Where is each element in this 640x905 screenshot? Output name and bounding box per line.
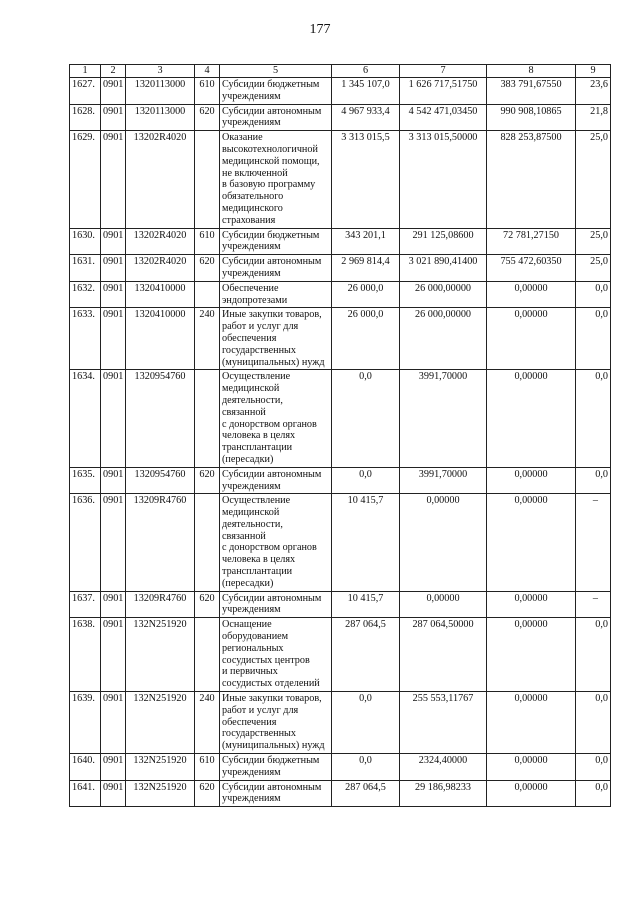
target-article-code: 13209R4760 <box>126 591 195 618</box>
section-code: 0901 <box>101 281 126 308</box>
target-article-code: 13202R4020 <box>126 228 195 255</box>
executed-amount: 0,00000 <box>487 308 576 370</box>
approved-amount: 0,0 <box>332 467 400 494</box>
execution-percent: 25,0 <box>576 228 611 255</box>
column-header: 2 <box>101 65 126 78</box>
item-name: Субсидии автономным учреждениям <box>220 780 332 807</box>
section-code: 0901 <box>101 618 126 692</box>
item-name: Иные закупки товаров, работ и услуг для обеспечения государственных (муниципальных) нужд <box>220 692 332 754</box>
expense-type-code <box>195 494 220 591</box>
execution-percent: 0,0 <box>576 780 611 807</box>
planned-amount: 255 553,11767 <box>400 692 487 754</box>
target-article-code: 1320410000 <box>126 308 195 370</box>
approved-amount: 343 201,1 <box>332 228 400 255</box>
approved-amount: 26 000,0 <box>332 281 400 308</box>
row-number: 1639. <box>70 692 101 754</box>
row-number: 1637. <box>70 591 101 618</box>
budget-table <box>69 64 611 807</box>
planned-amount: 3991,70000 <box>400 370 487 467</box>
table-row <box>70 104 611 131</box>
row-number: 1627. <box>70 78 101 105</box>
expense-type-code: 620 <box>195 467 220 494</box>
planned-amount: 1 626 717,51750 <box>400 78 487 105</box>
executed-amount: 72 781,27150 <box>487 228 576 255</box>
row-number: 1631. <box>70 255 101 282</box>
expense-type-code: 610 <box>195 228 220 255</box>
table-row <box>70 618 611 692</box>
target-article-code: 13209R4760 <box>126 494 195 591</box>
table-row <box>70 692 611 754</box>
planned-amount: 3 021 890,41400 <box>400 255 487 282</box>
table-row <box>70 780 611 807</box>
column-header: 7 <box>400 65 487 78</box>
expense-type-code: 610 <box>195 78 220 105</box>
section-code: 0901 <box>101 370 126 467</box>
item-name: Субсидии автономным учреждениям <box>220 104 332 131</box>
table-row <box>70 494 611 591</box>
planned-amount: 29 186,98233 <box>400 780 487 807</box>
row-number: 1634. <box>70 370 101 467</box>
table-row <box>70 78 611 105</box>
planned-amount: 26 000,00000 <box>400 281 487 308</box>
column-header: 8 <box>487 65 576 78</box>
target-article-code: 13202R4020 <box>126 255 195 282</box>
executed-amount: 755 472,60350 <box>487 255 576 282</box>
item-name: Обеспечение эндопротезами <box>220 281 332 308</box>
column-header: 3 <box>126 65 195 78</box>
section-code: 0901 <box>101 308 126 370</box>
planned-amount: 291 125,08600 <box>400 228 487 255</box>
execution-percent: – <box>576 591 611 618</box>
table-row <box>70 308 611 370</box>
header-row <box>70 65 611 78</box>
item-name: Субсидии бюджетным учреждениям <box>220 754 332 781</box>
table-row <box>70 370 611 467</box>
execution-percent: 0,0 <box>576 754 611 781</box>
table-row <box>70 281 611 308</box>
section-code: 0901 <box>101 780 126 807</box>
executed-amount: 0,00000 <box>487 467 576 494</box>
approved-amount: 10 415,7 <box>332 591 400 618</box>
row-number: 1629. <box>70 131 101 228</box>
expense-type-code: 610 <box>195 754 220 781</box>
expense-type-code: 240 <box>195 692 220 754</box>
approved-amount: 0,0 <box>332 370 400 467</box>
approved-amount: 26 000,0 <box>332 308 400 370</box>
approved-amount: 0,0 <box>332 692 400 754</box>
approved-amount: 0,0 <box>332 754 400 781</box>
target-article-code: 1320113000 <box>126 78 195 105</box>
column-header: 9 <box>576 65 611 78</box>
execution-percent: – <box>576 494 611 591</box>
executed-amount: 990 908,10865 <box>487 104 576 131</box>
planned-amount: 4 542 471,03450 <box>400 104 487 131</box>
planned-amount: 287 064,50000 <box>400 618 487 692</box>
table-row <box>70 228 611 255</box>
executed-amount: 0,00000 <box>487 370 576 467</box>
item-name: Осуществление медицинской деятельности, связанной с донорством органов человека в целях трансплантации (пересадки) <box>220 494 332 591</box>
expense-type-code: 620 <box>195 780 220 807</box>
section-code: 0901 <box>101 104 126 131</box>
target-article-code: 1320954760 <box>126 467 195 494</box>
page-number: 177 <box>309 22 331 37</box>
item-name: Субсидии бюджетным учреждениям <box>220 78 332 105</box>
planned-amount: 26 000,00000 <box>400 308 487 370</box>
row-number: 1633. <box>70 308 101 370</box>
item-name: Субсидии бюджетным учреждениям <box>220 228 332 255</box>
column-header: 6 <box>332 65 400 78</box>
executed-amount: 383 791,67550 <box>487 78 576 105</box>
planned-amount: 3991,70000 <box>400 467 487 494</box>
row-number: 1636. <box>70 494 101 591</box>
execution-percent: 0,0 <box>576 281 611 308</box>
approved-amount: 287 064,5 <box>332 618 400 692</box>
row-number: 1630. <box>70 228 101 255</box>
target-article-code: 1320113000 <box>126 104 195 131</box>
section-code: 0901 <box>101 255 126 282</box>
table-row <box>70 754 611 781</box>
approved-amount: 3 313 015,5 <box>332 131 400 228</box>
execution-percent: 25,0 <box>576 255 611 282</box>
expense-type-code <box>195 370 220 467</box>
expense-type-code <box>195 618 220 692</box>
item-name: Субсидии автономным учреждениям <box>220 255 332 282</box>
expense-type-code: 240 <box>195 308 220 370</box>
approved-amount: 287 064,5 <box>332 780 400 807</box>
expense-type-code: 620 <box>195 104 220 131</box>
section-code: 0901 <box>101 78 126 105</box>
section-code: 0901 <box>101 692 126 754</box>
expense-type-code: 620 <box>195 591 220 618</box>
planned-amount: 2324,40000 <box>400 754 487 781</box>
section-code: 0901 <box>101 591 126 618</box>
row-number: 1628. <box>70 104 101 131</box>
expense-type-code: 620 <box>195 255 220 282</box>
item-name: Субсидии автономным учреждениям <box>220 467 332 494</box>
item-name: Иные закупки товаров, работ и услуг для обеспечения государственных (муниципальных) нужд <box>220 308 332 370</box>
executed-amount: 0,00000 <box>487 780 576 807</box>
execution-percent: 0,0 <box>576 692 611 754</box>
executed-amount: 0,00000 <box>487 618 576 692</box>
expense-type-code <box>195 131 220 228</box>
section-code: 0901 <box>101 131 126 228</box>
execution-percent: 23,6 <box>576 78 611 105</box>
approved-amount: 10 415,7 <box>332 494 400 591</box>
section-code: 0901 <box>101 494 126 591</box>
expense-type-code <box>195 281 220 308</box>
table-row <box>70 467 611 494</box>
table-row <box>70 131 611 228</box>
executed-amount: 0,00000 <box>487 591 576 618</box>
section-code: 0901 <box>101 228 126 255</box>
executed-amount: 0,00000 <box>487 754 576 781</box>
planned-amount: 0,00000 <box>400 494 487 591</box>
approved-amount: 4 967 933,4 <box>332 104 400 131</box>
row-number: 1635. <box>70 467 101 494</box>
target-article-code: 1320954760 <box>126 370 195 467</box>
item-name: Оказание высокотехнологичной медицинской помощи, не включенной в базовую программу обязательного медицинского страхования <box>220 131 332 228</box>
section-code: 0901 <box>101 467 126 494</box>
row-number: 1638. <box>70 618 101 692</box>
item-name: Оснащение оборудованием региональных сосудистых центров и первичных сосудистых отделений <box>220 618 332 692</box>
executed-amount: 0,00000 <box>487 692 576 754</box>
execution-percent: 21,8 <box>576 104 611 131</box>
execution-percent: 0,0 <box>576 467 611 494</box>
target-article-code: 132N251920 <box>126 780 195 807</box>
target-article-code: 13202R4020 <box>126 131 195 228</box>
approved-amount: 2 969 814,4 <box>332 255 400 282</box>
table-row <box>70 255 611 282</box>
table-body <box>70 78 611 807</box>
execution-percent: 0,0 <box>576 370 611 467</box>
executed-amount: 0,00000 <box>487 281 576 308</box>
execution-percent: 0,0 <box>576 308 611 370</box>
row-number: 1640. <box>70 754 101 781</box>
planned-amount: 3 313 015,50000 <box>400 131 487 228</box>
item-name: Осуществление медицинской деятельности, связанной с донорством органов человека в целях трансплантации (пересадки) <box>220 370 332 467</box>
target-article-code: 132N251920 <box>126 618 195 692</box>
column-header: 5 <box>220 65 332 78</box>
planned-amount: 0,00000 <box>400 591 487 618</box>
approved-amount: 1 345 107,0 <box>332 78 400 105</box>
execution-percent: 25,0 <box>576 131 611 228</box>
column-header: 1 <box>70 65 101 78</box>
execution-percent: 0,0 <box>576 618 611 692</box>
section-code: 0901 <box>101 754 126 781</box>
target-article-code: 132N251920 <box>126 692 195 754</box>
executed-amount: 828 253,87500 <box>487 131 576 228</box>
target-article-code: 1320410000 <box>126 281 195 308</box>
column-header: 4 <box>195 65 220 78</box>
executed-amount: 0,00000 <box>487 494 576 591</box>
row-number: 1632. <box>70 281 101 308</box>
item-name: Субсидии автономным учреждениям <box>220 591 332 618</box>
row-number: 1641. <box>70 780 101 807</box>
target-article-code: 132N251920 <box>126 754 195 781</box>
table-row <box>70 591 611 618</box>
